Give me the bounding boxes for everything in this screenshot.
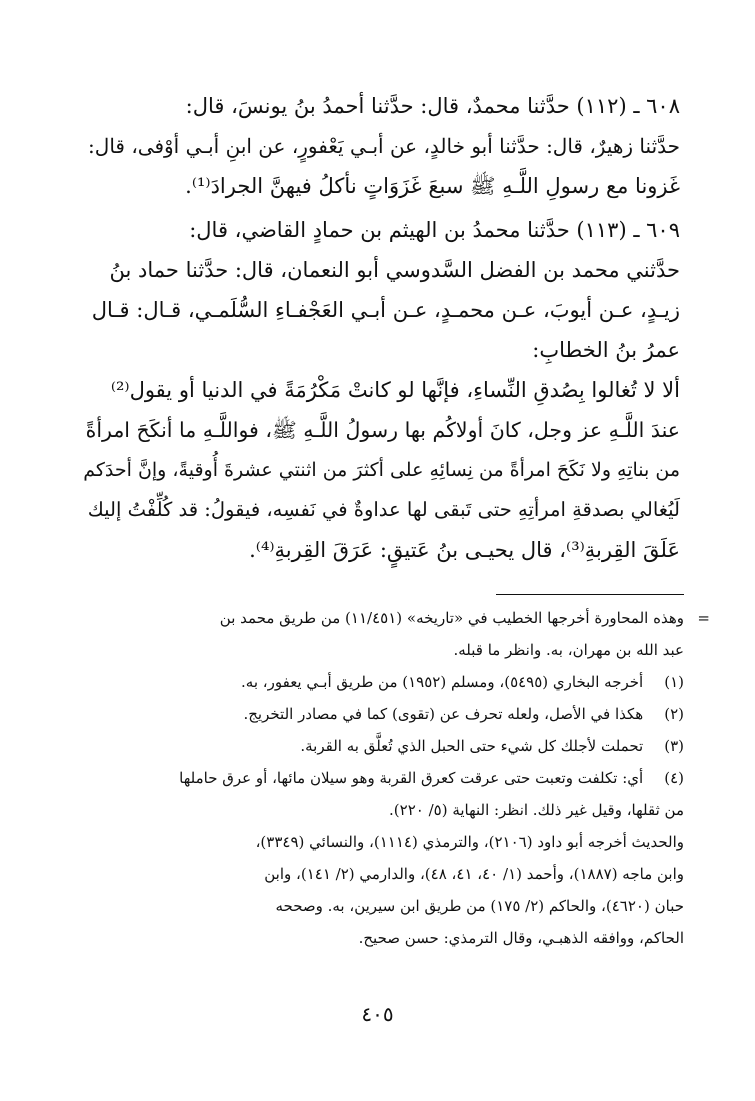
footnote-number: (٤) — [664, 769, 684, 787]
footnote-4 — [78, 762, 684, 794]
text-line: حدَّثني محمد بن الفضل السَّدوسي أبو النعمان، قال: حدَّثنا حماد بنُ — [109, 258, 680, 282]
footnote-text: هكذا في الأصل، ولعله تحرف عن (تقوى) كما في مصادر التخريج. — [243, 705, 644, 723]
footnote-4-continuation — [78, 826, 684, 858]
footnote-text: من ثقلها، وقيل غير ذلك. انظر: النهاية (٥/ ٢٢٠). — [389, 801, 684, 819]
footnote-text: وهذه المحاورة أخرجها الخطيب في «تاريخه» (١١/٤٥١) من طريق محمد بن — [219, 609, 684, 627]
text-line: عندَ اللَّـهِ عز وجل، كانَ أولاكُم بها رسولُ اللَّـهِ ﷺ، فواللَّـهِ ما أنكَحَ امرأةً — [85, 418, 680, 442]
footnote-number: (٣) — [664, 737, 684, 755]
text-line: عَلَقَ القِربةِ⁽³⁾، قال يحيـى بنُ عَتيقٍ: عَرَقَ القِربةِ⁽⁴⁾. — [249, 538, 680, 562]
footnote-text: تحملت لأجلك كل شيء حتى الحبل الذي تُعلَّق به القربة. — [300, 737, 644, 755]
footnote-4-continuation — [78, 890, 684, 922]
footnote-4-continuation — [78, 858, 684, 890]
footnote-text: الحاكم، ووافقه الذهبـي، وقال الترمذي: حسن صحيح. — [358, 929, 684, 947]
footnote-3 — [78, 730, 684, 762]
footnote-text: أخرجه البخاري (٥٤٩٥)، ومسلم (١٩٥٢) من طريق أبـي يعفور، به. — [241, 673, 644, 691]
continuation-mark: = — [697, 609, 710, 627]
text-line: من بناتِهِ ولا نَكَحَ امرأةً من نِسائِهِ على أكثرَ من اثنتي عشرةَ أُوقيةً، وإنَّ أحدَكم — [83, 459, 680, 481]
footnote-text: عبد الله بن مهران، به. وانظر ما قبله. — [453, 641, 684, 659]
footnote-continuation-line — [78, 602, 710, 634]
footnote-continuation-line — [78, 634, 684, 666]
text-line: لَيُغالي بصدقةِ امرأتِهِ حتى تَبقى لها عداوةٌ في نَفسِه، فيقولُ: قد كُلِّفْتُ إليك — [87, 498, 680, 521]
text-line: زيـدٍ، عـن أيوبَ، عـن محمـدٍ، عـن أبـي العَجْفـاءِ السُّلَمـي، قـال: قـال — [91, 298, 680, 322]
text-line: غَزونا مع رسولِ اللَّـهِ ﷺ سبعَ غَزَوَاتٍ نأكلُ فيهنَّ الجرادَ⁽¹⁾. — [185, 174, 680, 198]
footnote-2 — [78, 698, 684, 730]
footnote-4-continuation — [78, 922, 684, 954]
page-number: ٤٠٥ — [361, 1002, 394, 1026]
footnote-text: وابن ماجه (١٨٨٧)، وأحمد (١/ ٤٠، ٤١، ٤٨)، والدارمي (٢/ ١٤١)، وابن — [264, 865, 684, 883]
footnote-text: والحديث أخرجه أبو داود (٢١٠٦)، والترمذي (١١١٤)، والنسائي (٣٣٤٩)، — [255, 833, 684, 851]
footnote-text: حبان (٤٦٢٠)، والحاكم (٢/ ١٧٥) من طريق ابن سيرين، به. وصححه — [275, 897, 684, 915]
text-line: ٦٠٩ ـ (١١٣) حدَّثنا محمدُ بن الهيثم بن حمادٍ القاضي، قال: — [189, 218, 680, 242]
footnotes — [78, 602, 710, 954]
text-line: حدَّثنا زهيرٌ، قال: حدَّثنا أبو خالدٍ، عن أبـي يَعْفورٍ، عن ابنِ أبـي أوْفى، قال: — [88, 134, 680, 158]
footnote-1 — [78, 666, 684, 698]
footnote-text: أي: تكلفت وتعبت حتى عرقت كعرق القربة وهو سيلان مائها، أو عرق حاملها — [179, 769, 644, 787]
text-line: عمرُ بنُ الخطابِ: — [532, 338, 680, 362]
footnote-number: (١) — [664, 673, 684, 691]
footnote-divider — [496, 594, 684, 595]
footnote-number: (٢) — [664, 705, 684, 723]
text-line: ألا لا تُغالوا بِصُدقِ النِّساءِ، فإنَّها لو كانتْ مَكْرُمَةً في الدنيا أو يقول⁽²⁾ — [110, 378, 680, 402]
footnote-4-continuation — [78, 794, 684, 826]
main-text — [78, 86, 680, 570]
text-line: ٦٠٨ ـ (١١٢) حدَّثنا محمدٌ، قال: حدَّثنا أحمدُ بنُ يونسَ، قال: — [185, 94, 680, 118]
